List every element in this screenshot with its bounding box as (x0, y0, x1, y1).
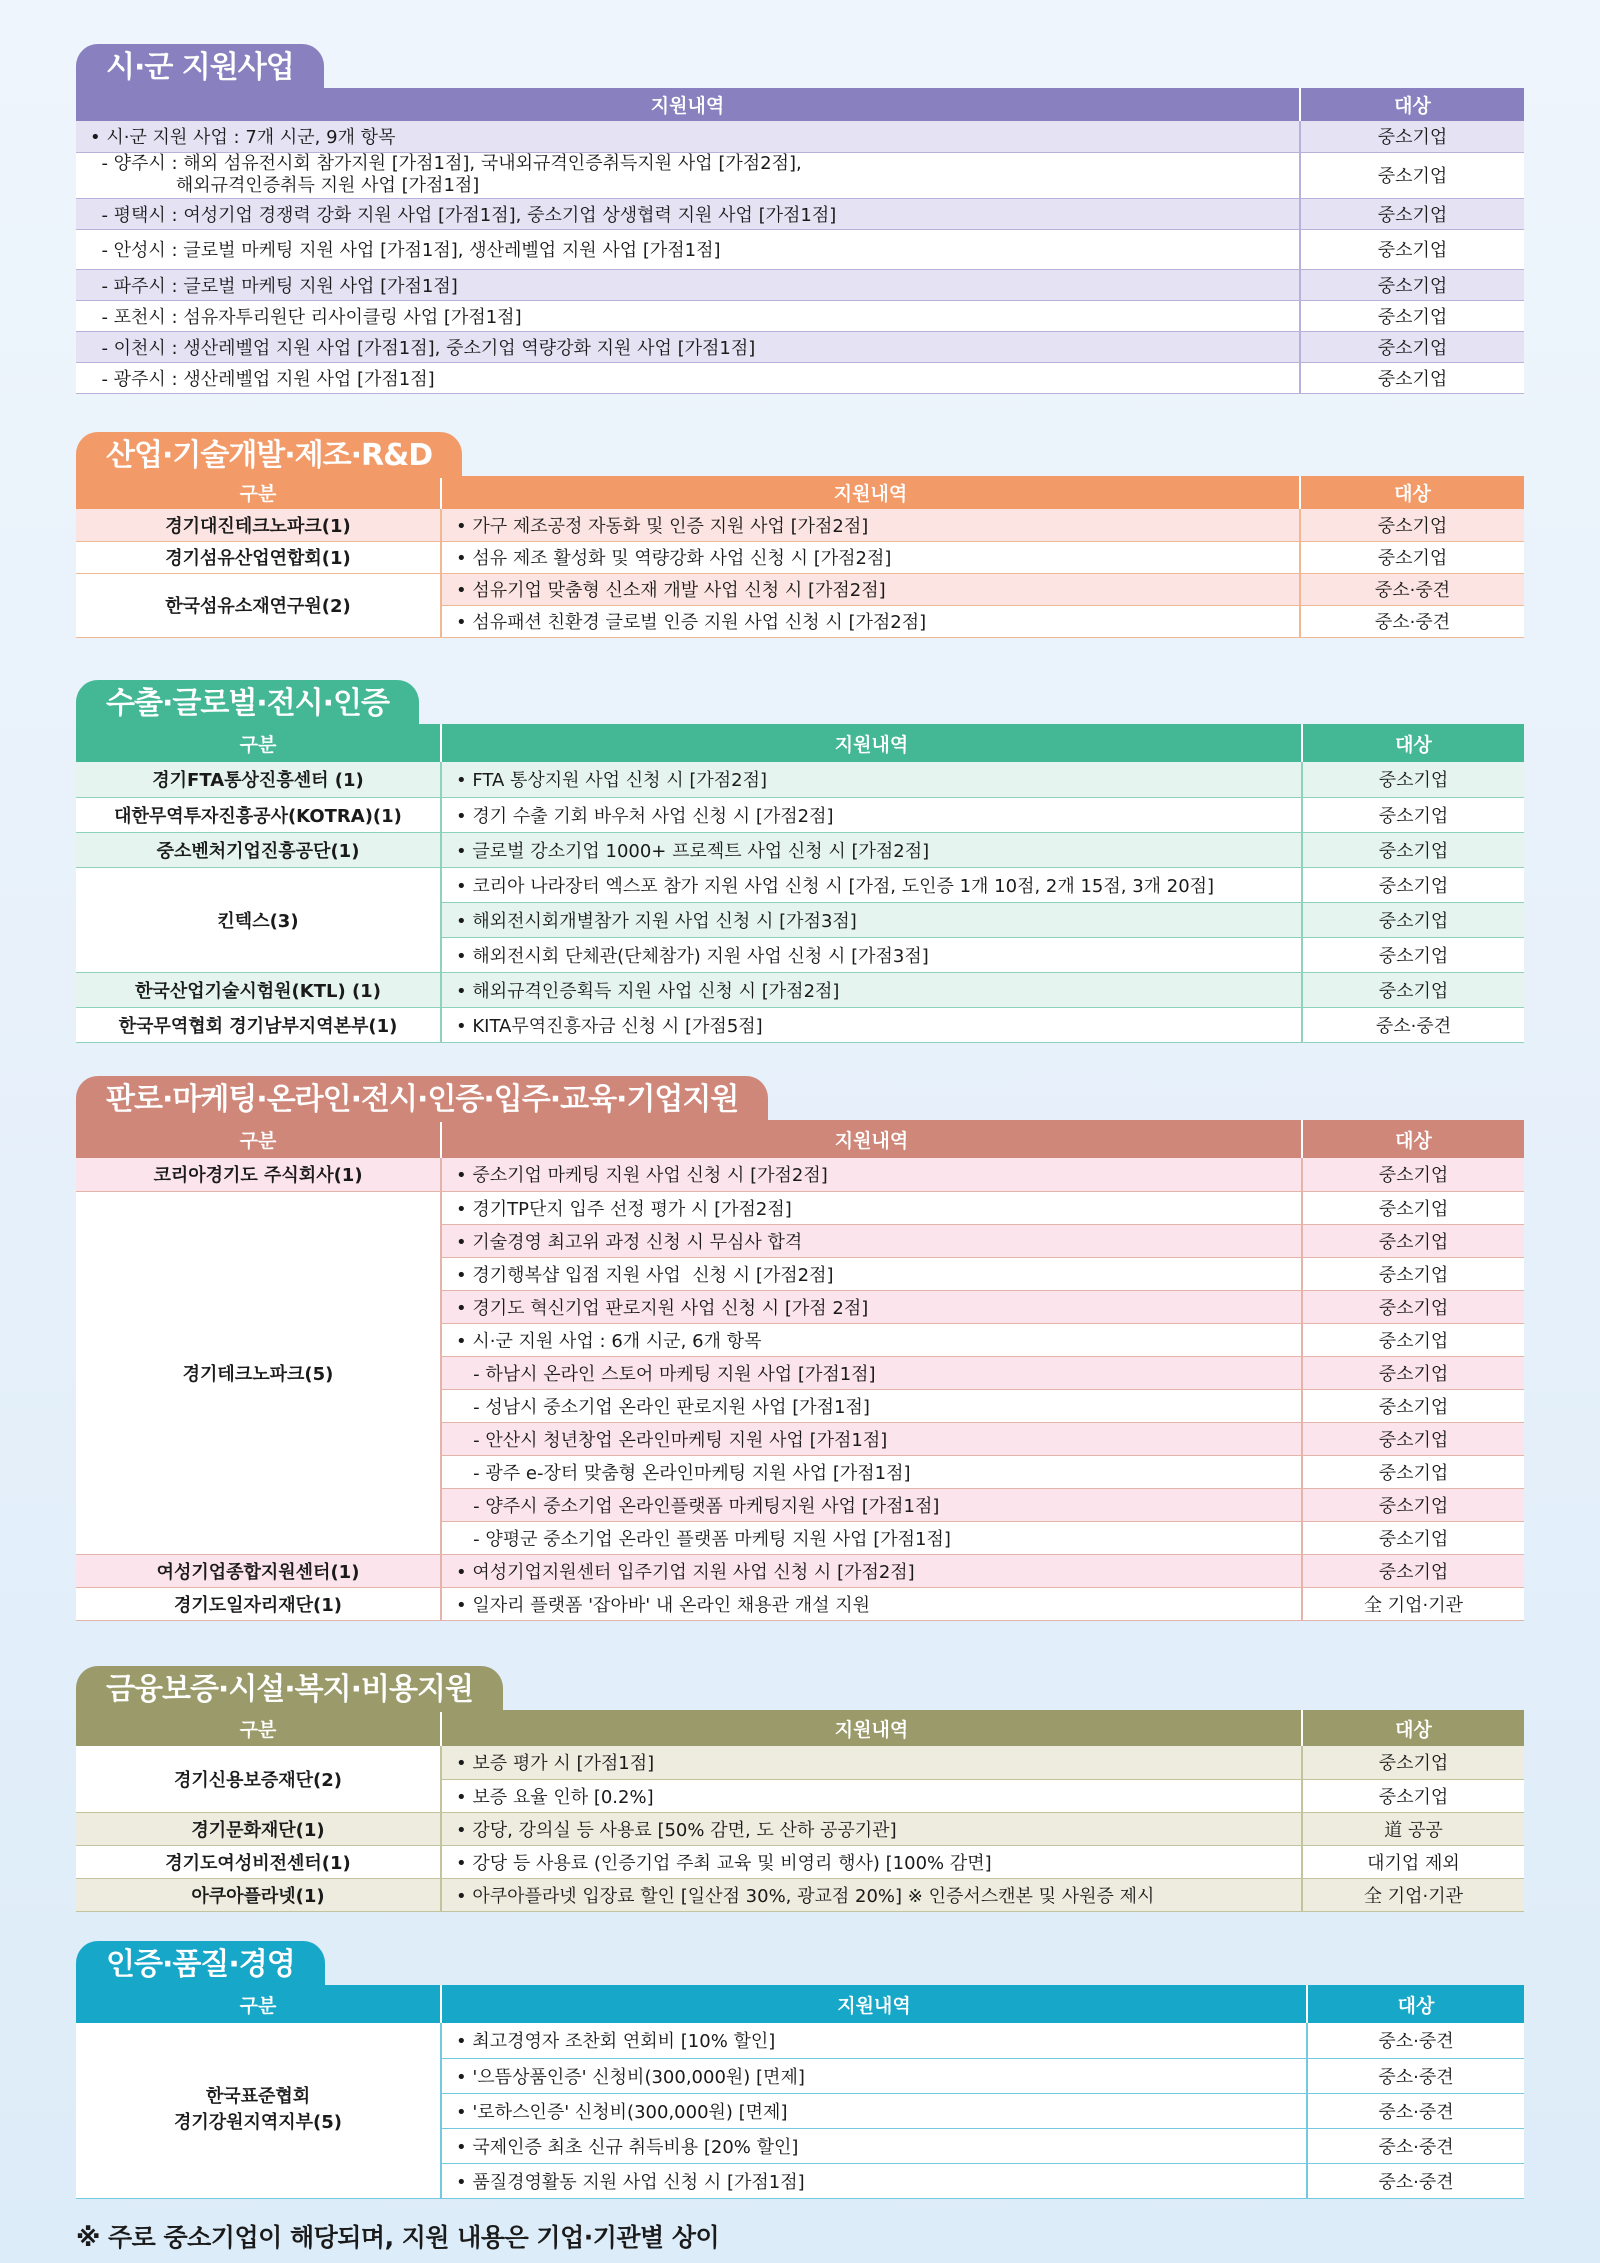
table-row (76, 362, 1524, 393)
row-category: 경기FTA통상진흥센터 (1) (76, 762, 441, 797)
header-category: 구분 (76, 1120, 441, 1158)
row-content: • 보증 요율 인하 [0.2%] (441, 1779, 1302, 1812)
row-category: 한국무역협회 경기남부지역본부(1) (76, 1007, 441, 1042)
row-category: 한국섬유소재연구원(2) (76, 573, 441, 637)
row-content: • 섬유기업 맞춤형 신소재 개발 사업 신청 시 [가점2점] (441, 573, 1300, 605)
row-target: 중소기업 (1302, 1488, 1524, 1521)
row-target: 중소기업 (1300, 362, 1524, 393)
row-content: • 중소기업 마케팅 지원 사업 신청 시 [가점2점] (441, 1158, 1302, 1191)
table-row (76, 152, 1524, 198)
support-table (76, 1710, 1524, 1912)
header-category: 구분 (76, 1985, 441, 2023)
table-row (76, 573, 1524, 605)
table-row (76, 1554, 1524, 1587)
row-target: 중소기업 (1300, 229, 1524, 269)
table-row (76, 1158, 1524, 1191)
row-target: 중소기업 (1302, 1323, 1524, 1356)
row-target: 중소기업 (1300, 269, 1524, 300)
section-title: 산업·기술개발·제조·R&D (76, 432, 462, 478)
header-content: 지원내역 (441, 476, 1300, 509)
table-row (76, 1746, 1524, 1779)
footnote: ※ 주로 중소기업이 해당되며, 지원 내용은 기업·기관별 상이 (76, 2223, 720, 2252)
row-content: • 여성기업지원센터 입주기업 지원 사업 신청 시 [가점2점] (441, 1554, 1302, 1587)
table-row (76, 1812, 1524, 1845)
category-line2: 경기강원지역지부(5) (173, 2112, 343, 2134)
row-content: • 섬유 제조 활성화 및 역량강화 사업 신청 시 [가점2점] (441, 541, 1300, 573)
row-target: 중소기업 (1302, 867, 1524, 902)
row-content: • FTA 통상지원 사업 신청 시 [가점2점] (441, 762, 1302, 797)
header-content: 지원내역 (441, 1710, 1302, 1746)
row-content: - 안산시 청년창업 온라인마케팅 지원 사업 [가점1점] (441, 1422, 1302, 1455)
table-header (76, 1710, 1524, 1746)
section-marketing-online (76, 1082, 1524, 1621)
row-target: 중소기업 (1302, 797, 1524, 832)
row-content-line1: - 양주시 : 해외 섬유전시회 참가지원 [가점1점], 국내외규격인증취득지원 사업 [가점2점], (90, 153, 802, 174)
row-category: 여성기업종합지원센터(1) (76, 1554, 441, 1587)
row-content-line2: 해외규격인증취득 지원 사업 [가점1점] (90, 175, 480, 196)
row-target: 중소·중견 (1300, 573, 1524, 605)
section-finance-welfare (76, 1672, 1524, 1912)
row-category: 아쿠아플라넷(1) (76, 1878, 441, 1911)
header-category: 구분 (76, 476, 441, 509)
row-category: 코리아경기도 주식회사(1) (76, 1158, 441, 1191)
row-content: - 양주시 중소기업 온라인플랫폼 마케팅지원 사업 [가점1점] (441, 1488, 1302, 1521)
row-content: • 글로벌 강소기업 1000+ 프로젝트 사업 신청 시 [가점2점] (441, 832, 1302, 867)
table-row (76, 1845, 1524, 1878)
row-category: 경기문화재단(1) (76, 1812, 441, 1845)
row-content: • 일자리 플랫폼 '잡아바' 내 온라인 채용관 개설 지원 (441, 1587, 1302, 1620)
row-content: • 코리아 나라장터 엑스포 참가 지원 사업 신청 시 [가점, 도인증 1개 10점, 2개 15점, 3개 20점] (441, 867, 1302, 902)
row-content: - 안성시 : 글로벌 마케팅 지원 사업 [가점1점], 생산레벨업 지원 사업 [가점1점] (76, 229, 1300, 269)
section-export-global (76, 686, 1524, 1043)
table-row (76, 541, 1524, 573)
row-content: • 경기행복샵 입점 지원 사업 신청 시 [가점2점] (441, 1257, 1302, 1290)
row-target: 중소기업 (1302, 1290, 1524, 1323)
row-target: 중소기업 (1302, 937, 1524, 972)
row-target: 중소기업 (1302, 832, 1524, 867)
table-row (76, 1587, 1524, 1620)
row-target: 중소·중견 (1307, 2128, 1524, 2163)
row-category: 킨텍스(3) (76, 867, 441, 972)
row-content: • 경기 수출 기회 바우처 사업 신청 시 [가점2점] (441, 797, 1302, 832)
table-header (76, 1985, 1524, 2023)
row-target: 중소기업 (1300, 152, 1524, 198)
header-target: 대상 (1307, 1985, 1524, 2023)
row-content: • 가구 제조공정 자동화 및 인증 지원 사업 [가점2점] (441, 509, 1300, 541)
row-content: • KITA무역진흥자금 신청 시 [가점5점] (441, 1007, 1302, 1042)
section-city-support (76, 50, 1524, 394)
section-title: 판로·마케팅·온라인·전시·인증·입주·교육·기업지원 (76, 1076, 768, 1122)
support-table (76, 724, 1524, 1043)
row-target: 중소·중견 (1307, 2163, 1524, 2198)
row-target: 중소기업 (1302, 1746, 1524, 1779)
header-target: 대상 (1302, 724, 1524, 762)
table-row (76, 2023, 1524, 2058)
table-header (76, 476, 1524, 509)
header-target: 대상 (1302, 1120, 1524, 1158)
header-content: 지원내역 (441, 724, 1302, 762)
section-title: 금융보증·시설·복지·비용지원 (76, 1666, 503, 1712)
row-target: 중소·중견 (1307, 2093, 1524, 2128)
row-category: 경기테크노파크(5) (76, 1191, 441, 1554)
row-content: • '으뜸상품인증' 신청비(300,000원) [면제] (441, 2058, 1307, 2093)
row-target: 全 기업·기관 (1302, 1587, 1524, 1620)
row-category: 중소벤처기업진흥공단(1) (76, 832, 441, 867)
table-row (76, 762, 1524, 797)
row-target: 중소·중견 (1307, 2023, 1524, 2058)
row-content: • 최고경영자 조찬회 연회비 [10% 할인] (441, 2023, 1307, 2058)
row-content: - 광주시 : 생산레벨업 지원 사업 [가점1점] (76, 362, 1300, 393)
table-row (76, 1007, 1524, 1042)
row-content: - 포천시 : 섬유자투리원단 리사이클링 사업 [가점1점] (76, 300, 1300, 331)
row-content: - 평택시 : 여성기업 경쟁력 강화 지원 사업 [가점1점], 중소기업 상생협력 지원 사업 [가점1점] (76, 198, 1300, 229)
header-target: 대상 (1302, 1710, 1524, 1746)
header-content: 지원내역 (441, 1120, 1302, 1158)
row-content: - 하남시 온라인 스토어 마케팅 지원 사업 [가점1점] (441, 1356, 1302, 1389)
row-content: • 기술경영 최고위 과정 신청 시 무심사 합격 (441, 1224, 1302, 1257)
row-target: 중소기업 (1302, 1521, 1524, 1554)
row-content: - 이천시 : 생산레벨업 지원 사업 [가점1점], 중소기업 역량강화 지원 사업 [가점1점] (76, 331, 1300, 362)
support-table (76, 476, 1524, 638)
row-content: • 섬유패션 친환경 글로벌 인증 지원 사업 신청 시 [가점2점] (441, 605, 1300, 637)
row-target: 중소기업 (1302, 1191, 1524, 1224)
table-row (76, 331, 1524, 362)
row-target: 중소기업 (1302, 1224, 1524, 1257)
row-target: 중소기업 (1302, 1257, 1524, 1290)
section-title: 시·군 지원사업 (76, 44, 324, 90)
row-category: 경기도여성비전센터(1) (76, 1845, 441, 1878)
row-target: 중소기업 (1302, 972, 1524, 1007)
category-line1: 한국표준협회 (205, 2086, 311, 2108)
row-content: • '로하스인증' 신청비(300,000원) [면제] (441, 2093, 1307, 2128)
header-target: 대상 (1300, 88, 1524, 121)
row-target: 중소기업 (1300, 509, 1524, 541)
row-target: 중소기업 (1300, 541, 1524, 573)
row-content: - 양평군 중소기업 온라인 플랫폼 마케팅 지원 사업 [가점1점] (441, 1521, 1302, 1554)
row-category: 대한무역투자진흥공사(KOTRA)(1) (76, 797, 441, 832)
header-category: 구분 (76, 724, 441, 762)
row-content: • 경기TP단지 입주 선정 평가 시 [가점2점] (441, 1191, 1302, 1224)
row-content: - 광주 e-장터 맞춤형 온라인마케팅 지원 사업 [가점1점] (441, 1455, 1302, 1488)
table-row (76, 269, 1524, 300)
table-row (76, 198, 1524, 229)
table-header (76, 1120, 1524, 1158)
row-target: 중소기업 (1302, 1389, 1524, 1422)
row-content: • 품질경영활동 지원 사업 신청 시 [가점1점] (441, 2163, 1307, 2198)
row-category: 경기대진테크노파크(1) (76, 509, 441, 541)
table-row (76, 509, 1524, 541)
table-row (76, 867, 1524, 902)
header-content: 지원내역 (441, 1985, 1307, 2023)
header-content: 지원내역 (76, 88, 1300, 121)
row-category (76, 2023, 441, 2198)
row-target: 중소기업 (1300, 300, 1524, 331)
table-row (76, 1191, 1524, 1224)
row-target: 중소기업 (1300, 198, 1524, 229)
row-content: - 성남시 중소기업 온라인 판로지원 사업 [가점1점] (441, 1389, 1302, 1422)
row-target: 중소기업 (1302, 1554, 1524, 1587)
row-content: • 강당, 강의실 등 사용료 [50% 감면, 도 산하 공공기관] (441, 1812, 1302, 1845)
row-category: 한국산업기술시험원(KTL) (1) (76, 972, 441, 1007)
row-target: 중소기업 (1302, 1455, 1524, 1488)
row-target: 중소기업 (1302, 1158, 1524, 1191)
row-content: • 경기도 혁신기업 판로지원 사업 신청 시 [가점 2점] (441, 1290, 1302, 1323)
support-table (76, 1985, 1524, 2199)
row-content (76, 152, 1300, 198)
row-content: • 해외전시회 단체관(단체참가) 지원 사업 신청 시 [가점3점] (441, 937, 1302, 972)
row-content: • 보증 평가 시 [가점1점] (441, 1746, 1302, 1779)
row-target: 대기업 제외 (1302, 1845, 1524, 1878)
row-category: 경기섬유산업연합회(1) (76, 541, 441, 573)
row-target: 중소기업 (1302, 1356, 1524, 1389)
row-content: • 국제인증 최초 신규 취득비용 [20% 할인] (441, 2128, 1307, 2163)
table-row (76, 832, 1524, 867)
header-target: 대상 (1300, 476, 1524, 509)
table-row (76, 121, 1524, 152)
support-table (76, 1120, 1524, 1621)
row-target: 全 기업·기관 (1302, 1878, 1524, 1911)
section-title: 인증·품질·경영 (76, 1941, 325, 1987)
row-target: 중소·중견 (1302, 1007, 1524, 1042)
row-content: • 시·군 지원 사업 : 7개 시군, 9개 항목 (76, 121, 1300, 152)
table-header (76, 724, 1524, 762)
row-content: • 해외규격인증획득 지원 사업 신청 시 [가점2점] (441, 972, 1302, 1007)
table-header (76, 88, 1524, 121)
table-row (76, 972, 1524, 1007)
row-target: 중소기업 (1300, 121, 1524, 152)
row-content: • 강당 등 사용료 (인증기업 주최 교육 및 비영리 행사) [100% 감면] (441, 1845, 1302, 1878)
row-target: 중소기업 (1302, 902, 1524, 937)
support-table (76, 88, 1524, 394)
row-target: 중소·중견 (1300, 605, 1524, 637)
row-category: 경기신용보증재단(2) (76, 1746, 441, 1812)
row-target: 중소·중견 (1307, 2058, 1524, 2093)
table-row (76, 797, 1524, 832)
row-content: • 해외전시회개별참가 지원 사업 신청 시 [가점3점] (441, 902, 1302, 937)
section-certification-quality (76, 1947, 1524, 2199)
section-industry-rnd (76, 438, 1524, 638)
table-row (76, 229, 1524, 269)
row-target: 중소기업 (1300, 331, 1524, 362)
row-category: 경기도일자리재단(1) (76, 1587, 441, 1620)
row-target: 중소기업 (1302, 1422, 1524, 1455)
row-target: 중소기업 (1302, 1779, 1524, 1812)
row-target: 道 공공 (1302, 1812, 1524, 1845)
row-content: • 시·군 지원 사업 : 6개 시군, 6개 항목 (441, 1323, 1302, 1356)
header-category: 구분 (76, 1710, 441, 1746)
row-content: • 아쿠아플라넷 입장료 할인 [일산점 30%, 광교점 20%] ※ 인증서스캔본 및 사원증 제시 (441, 1878, 1302, 1911)
table-row (76, 300, 1524, 331)
section-title: 수출·글로벌·전시·인증 (76, 680, 419, 726)
row-target: 중소기업 (1302, 762, 1524, 797)
table-row (76, 1878, 1524, 1911)
row-content: - 파주시 : 글로벌 마케팅 지원 사업 [가점1점] (76, 269, 1300, 300)
